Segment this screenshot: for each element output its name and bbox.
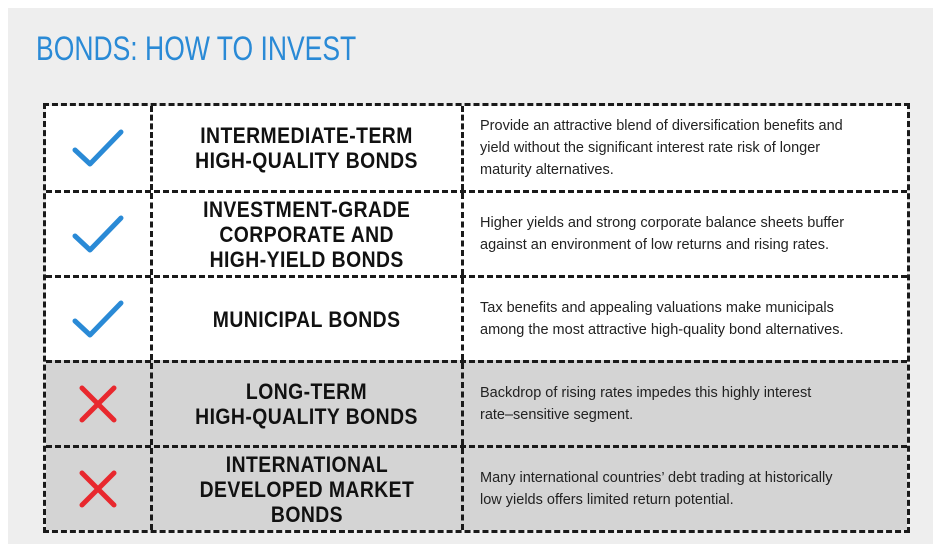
bond-type-name: MUNICIPAL BONDS	[153, 278, 464, 360]
table-row	[46, 106, 907, 190]
bond-type-description: Provide an attractive blend of diversification benefits and yield without the significant interest rate risk of longer maturity alternatives.	[480, 118, 843, 178]
check-icon	[46, 193, 153, 275]
bond-type-name: INTERMEDIATE-TERM HIGH-QUALITY BONDS	[153, 106, 464, 190]
bond-type-name: INVESTMENT-GRADE CORPORATE AND HIGH-YIELD BONDS	[153, 193, 464, 275]
check-icon	[46, 278, 153, 360]
check-icon	[46, 106, 153, 190]
page-title: BONDS: HOW TO INVEST	[36, 30, 357, 68]
bond-type-name: LONG-TERM HIGH-QUALITY BONDS	[153, 363, 464, 445]
infographic-panel	[8, 8, 933, 544]
bond-type-description: Many international countries’ debt trading at historically low yields offers limited return potential.	[480, 470, 833, 508]
cross-icon	[46, 363, 153, 445]
table-row	[46, 190, 907, 275]
table-row	[46, 445, 907, 530]
table-row	[46, 275, 907, 360]
bond-type-description: Tax benefits and appealing valuations make municipals among the most attractive high-quality bond alternatives.	[480, 300, 844, 338]
cross-icon	[46, 448, 153, 530]
bond-table	[43, 103, 910, 533]
bond-type-name: INTERNATIONAL DEVELOPED MARKET BONDS	[153, 448, 464, 530]
table-row	[46, 360, 907, 445]
bond-type-description: Backdrop of rising rates impedes this highly interest rate–sensitive segment.	[480, 385, 812, 423]
bond-type-description: Higher yields and strong corporate balance sheets buffer against an environment of low returns and rising rates.	[480, 215, 845, 253]
